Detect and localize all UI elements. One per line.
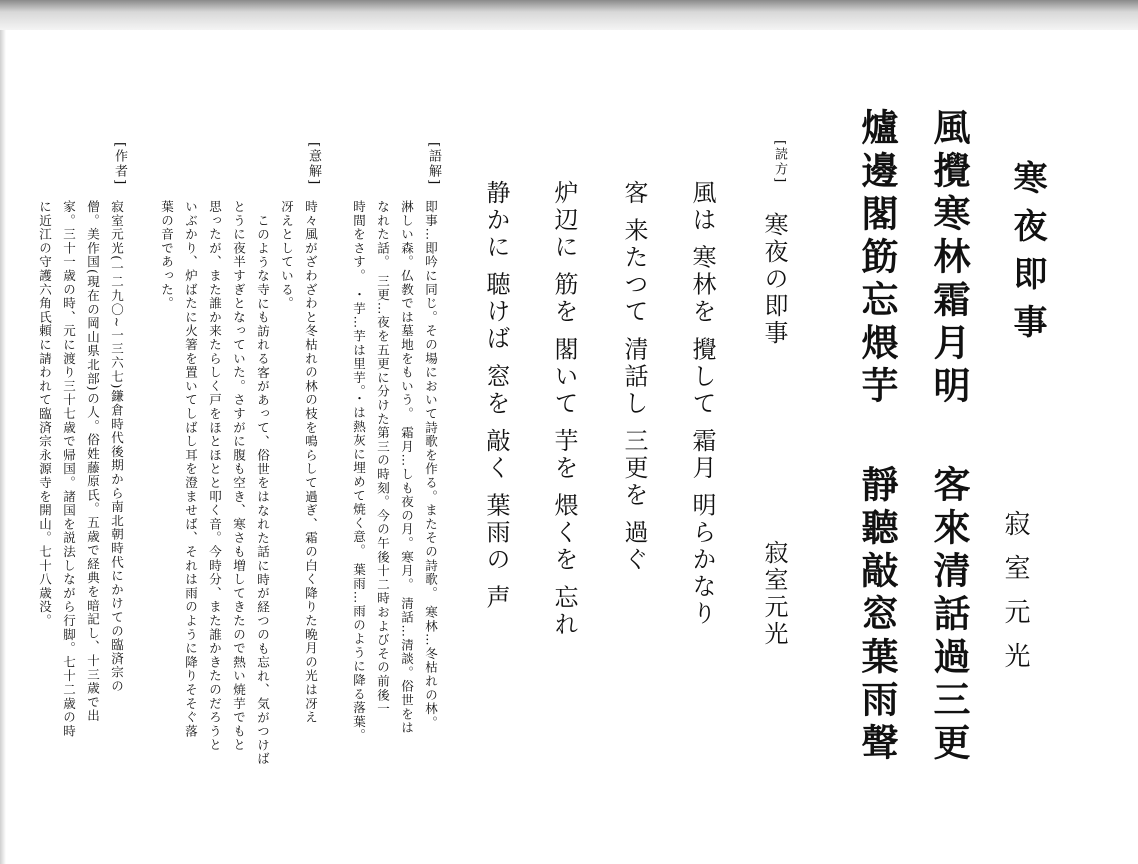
sakusha-label: [作者] (112, 142, 127, 187)
yomikata-line-2: 客 来たつて 清話し 三更を 過ぐ (620, 180, 648, 574)
gokai-label: [語解] (426, 142, 441, 187)
kanbun-line-3: 爐邊閣筯忘煨芋 (855, 108, 899, 409)
kanbun-line-4: 靜聽敲窓葉雨聲 (855, 465, 899, 766)
gokai-line-1: 即事…即吟に同じ。その場において詩歌を作る。またその詩歌。 寒林…冬枯れの林。 (423, 200, 439, 730)
sakusha-line-4: に近江の守護六角氏頼に請われて臨済宗永源寺を開山。七十八歳没。 (37, 200, 53, 628)
yomikata-line-1: 風は 寒林を 攪して 霜月 明らかなり (688, 180, 716, 628)
ikai-line-4: とうに夜半すぎとなっていた。さすがに腹も空き、寒さも増してきたので熱い焼芋でもと (231, 200, 247, 752)
yomikata-label: [読方] (772, 140, 787, 185)
gokai-line-4: 時間をさす。 ・芋…芋は里芋。・は熱灰に埋めて焼く意。 葉雨…雨のように降る落葉。 (351, 200, 367, 743)
sakusha-line-3: 家。三十一歳の時、元に渡り三十七歳で帰国。諸国を説法しながら行脚。七十二歳の時 (61, 200, 77, 739)
yomikata-title: 寒夜の即事 (760, 212, 788, 347)
kanbun-line-1: 風攪寒林霜月明 (927, 108, 971, 409)
ikai-line-7: 葉の音であった。 (159, 200, 175, 311)
ikai-line-1: 時々風がざわざわと冬枯れの林の枝を鳴らして過ぎ、霜の白く降りた晩月の光は冴え (303, 200, 319, 725)
ikai-line-2: 冴えとしている。 (279, 200, 295, 311)
document-page (0, 30, 1138, 864)
gokai-line-3: なれた話。 三更…夜を五更に分けた第三の時刻。今の午後十二時およびその前後一 (375, 200, 391, 716)
yomikata-line-3: 炉辺に 筋を 閣いて 芋を 煨くを 忘れ (550, 180, 578, 639)
scan-edge-top (0, 0, 1138, 30)
kanbun-author: 寂室元光 (1000, 510, 1030, 686)
sakusha-line-1: 寂室元光(一二九〇~一三六七)鎌倉時代後期から南北朝時代にかけての臨済宗の (109, 200, 125, 694)
yomikata-line-4: 静かに 聴けば 窓を 敲く 葉雨の 声 (482, 180, 510, 612)
gokai-line-2: 淋しい森。仏教では墓地をもいう。 霜月…しも夜の月。寒月。 清話…清談。俗世をは (399, 200, 415, 735)
sakusha-line-2: 僧。美作国(現在の岡山県北部)の人。俗姓藤原氏。五歳で経典を暗記し、十三歳で出 (85, 200, 101, 723)
ikai-line-5: 思ったが、また誰か来たらしく戸をほとほとと叩く音。今時分、また誰かきたのだろうと (207, 200, 223, 752)
ikai-label: [意解] (306, 142, 321, 187)
yomikata-author: 寂室元光 (760, 540, 788, 648)
kanbun-line-2: 客來清話過三更 (927, 465, 971, 766)
ikai-line-6: いぶかり、炉ばたに火箸を置いてしばし耳を澄ませば、それは雨のように降りそそぐ落 (183, 200, 199, 739)
ikai-line-3: このような寺にも訪れる客があって、俗世をはなれた話に時が経つのも忘れ、気がつけば (255, 214, 271, 766)
kanbun-title: 寒夜即事 (1007, 160, 1047, 352)
